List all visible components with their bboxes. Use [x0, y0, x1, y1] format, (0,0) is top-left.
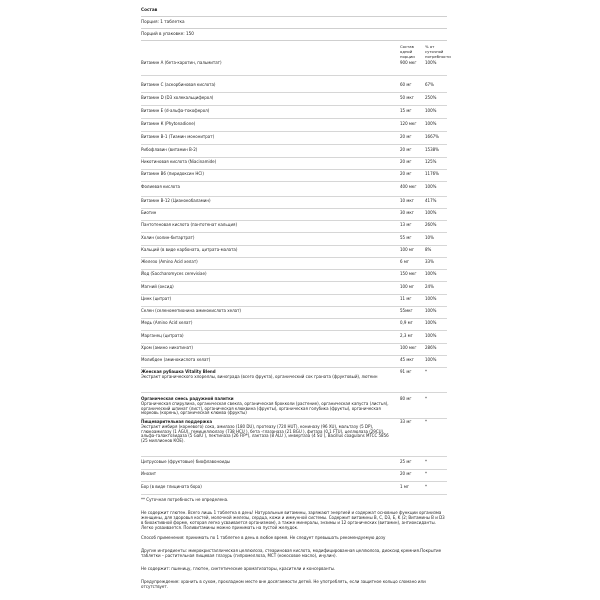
- nutrient-amount: 20 мг: [400, 159, 412, 164]
- nutrient-amount: 400 мкг: [400, 184, 417, 189]
- divider: [141, 28, 447, 29]
- blend-ingredients: Экстракт имбиря (корневого) сока, амилазо (180 DU), протеазу (720 HUT), кониназу (96 XU), мальтазу (5 DP), глюкоамилазу (1 AGU), гемицеллюлазу (738 HCU ), бета -глазаназа (21 BGU ), фитаза (0,1 FTU), целлюлаза (29CU), альфа-галактозидаза (5 GalU ), пектиназа (26 FIP*), лактаза (8 ALU ), инвертаза (4 SU ), Bacillus coagulans MTCC 5856 (25 миллионов КОЕ).: [141, 423, 390, 444]
- column-header-daily-value: % от суточной потребности: [425, 44, 451, 59]
- nutrient-daily-value: 1538%: [425, 147, 439, 152]
- nutrient-daily-value: *: [425, 396, 427, 401]
- blend-ingredients: Органическая спирулина, органическая свекла, органическая брокколи (растение), органическая капуста (листья), органический шпинат (лист), органическая клюквина (фрукты), органическая голубика (фрукты), органическая морковь (корень), органическая клюква (фрукты): [141, 400, 390, 416]
- nutrient-name: Селен (селенометионина аминокислота хелат): [141, 308, 241, 313]
- nutrient-daily-value: *: [425, 419, 427, 424]
- nutrient-name: Кальций (в виде карбоната, цитрата-малата): [141, 247, 238, 252]
- row-divider: [141, 169, 447, 170]
- nutrient-amount: 91 мг: [400, 369, 412, 374]
- nutrient-daily-value: 100%: [425, 210, 437, 215]
- nutrient-daily-value: *: [425, 471, 427, 476]
- warning: Предупреждение: хранить в сухом, прохладном месте вне досягаемости детей. Не употреблять, если защитное кольцо сломано или отсутствует.: [141, 579, 426, 589]
- nutrient-amount: 900 мкг: [400, 60, 417, 65]
- row-divider: [141, 281, 447, 282]
- nutrient-name: Биотин: [141, 210, 157, 215]
- servings-per-container: Порций в упаковке: 150: [141, 31, 194, 36]
- nutrient-amount: 50 мкг: [400, 95, 414, 100]
- nutrient-daily-value: 100%: [425, 121, 437, 126]
- divider: [141, 40, 447, 41]
- nutrient-name: [141, 420, 393, 444]
- row-divider: [141, 181, 447, 182]
- nutrient-name: Марганец (цитрата): [141, 333, 184, 338]
- nutrient-name: Витамин Е (d-альфа-токоферол): [141, 108, 210, 113]
- nutrient-daily-value: 286%: [425, 345, 437, 350]
- column-header-amount: Состав одной порции: [400, 44, 415, 59]
- nutrient-daily-value: 100%: [425, 308, 437, 313]
- row-divider: [141, 367, 447, 368]
- nutrient-amount: 25 мг: [400, 459, 412, 464]
- nutrient-amount: 45 мкг: [400, 357, 414, 362]
- nutrient-daily-value: *: [425, 484, 427, 489]
- nutrient-amount: 13 мг: [400, 222, 412, 227]
- nutrient-amount: 20 мг: [400, 134, 412, 139]
- row-divider: [141, 208, 447, 209]
- nutrient-daily-value: 100%: [425, 333, 437, 338]
- nutrient-name: Йод (Saccharomyces cerevisiae): [141, 271, 207, 276]
- nutrient-daily-value: 33%: [425, 259, 434, 264]
- row-divider: [141, 456, 447, 457]
- nutrient-daily-value: 100%: [425, 296, 437, 301]
- row-divider: [141, 131, 447, 132]
- blend-title: Пищеварительная поддержка: [141, 419, 213, 424]
- nutrient-amount: 6 мг: [400, 259, 409, 264]
- blend-title: Женская рубашка Vitality Blend: [141, 369, 216, 374]
- row-divider: [141, 318, 447, 319]
- nutrient-amount: 1 мг: [400, 484, 409, 489]
- nutrient-daily-value: 1667%: [425, 134, 439, 139]
- nutrient-amount: 55мкг: [400, 308, 413, 313]
- nutrient-amount: 2,3 мг: [400, 333, 413, 338]
- nutrient-amount: 20 мг: [400, 171, 412, 176]
- nutrient-name: Витамин К (Phytonadione): [141, 121, 196, 126]
- nutrient-amount: 15 мг: [400, 108, 412, 113]
- divider: [141, 16, 447, 17]
- nutrient-amount: 100 мг: [400, 247, 415, 252]
- row-divider: [141, 196, 447, 197]
- nutrient-daily-value: 100%: [425, 184, 437, 189]
- nutrient-daily-value: 8%: [425, 247, 432, 252]
- row-divider: [141, 232, 447, 233]
- row-divider: [141, 245, 447, 246]
- row-divider: [141, 330, 447, 331]
- nutrient-amount: 10 мкг: [400, 198, 414, 203]
- row-divider: [141, 220, 447, 221]
- nutrient-daily-value: *: [425, 459, 427, 464]
- other-ingredients: Другие ингредиенты: микрокристаллическая целлюлоза, стеариновая кислота, модифицированная целлюлоза, диоксид кремния.Покрытие таблетки – растительная пищевая глазурь (гипромеллоза, МСТ (кокосовое масло), инулин).: [141, 548, 442, 558]
- row-divider: [141, 494, 447, 495]
- nutrient-name: Магний (оксид): [141, 284, 174, 289]
- row-divider: [141, 469, 447, 470]
- free-of-statement: Не содержит: пшеницу, глютен, синтетические ароматизаторы, красители и консерванты.: [141, 566, 336, 571]
- nutrient-name: Никотиновая кислота (Niacinamide): [141, 159, 217, 164]
- nutrient-amount: 55 мг: [400, 235, 412, 240]
- nutrient-name: Витамин С (аскорбиновая кислота): [141, 82, 216, 87]
- nutrient-name: Медь (Amino Acid хелат): [141, 320, 193, 325]
- nutrient-name: Инозит: [141, 471, 157, 476]
- serving-size: Порция: 1 таблетка: [141, 19, 185, 24]
- facts-title: Состав: [141, 7, 158, 12]
- nutrient-amount: 20 мг: [400, 471, 412, 476]
- nutrient-amount: 20 мг: [400, 147, 412, 152]
- nutrient-daily-value: *: [425, 369, 427, 374]
- product-description: Не содержит глютен. Всего лишь 1 таблетка в день! Натуральные витамины, заряжают энергией и содержат основные функции организма женщины, для здоровья костей, молочной железы, сердца, кожи и иммунной системы. Содержит витамины B, C, D3, E, K (2; Витамины В и D3 в биоактивной форме, которая легко усваивается организмом), а также минералы, энзимы и 12 органических (витамин), антиоксиданты. Легко усваивается. Поливитамины можно принимать на пустой желудок.: [141, 510, 445, 530]
- nutrient-daily-value: 100%: [425, 320, 437, 325]
- nutrient-name: Фолиевая кислота: [141, 184, 180, 189]
- nutrient-amount: 120 мкг: [400, 121, 417, 126]
- nutrient-name: Цитрусовые (фруктовые) биофлавоноиды: [141, 459, 231, 464]
- nutrient-name: Витамин В-12 (Цианокобаламин): [141, 198, 211, 203]
- nutrient-daily-value: 1176%: [425, 171, 439, 176]
- row-divider: [141, 343, 447, 344]
- nutrient-amount: 33 мг: [400, 419, 412, 424]
- row-divider: [141, 144, 447, 145]
- nutrient-name: Железо (Amino Acid хелат): [141, 259, 198, 264]
- nutrient-daily-value: 250%: [425, 95, 437, 100]
- nutrient-name: Холин (холин-битартрат): [141, 235, 195, 240]
- row-divider: [141, 75, 447, 76]
- footnote: ** Суточная потребность не определена.: [141, 497, 229, 502]
- blend-title: Органическая смесь радужной палитки: [141, 396, 234, 401]
- nutrient-name: Пантотеновая кислота (пантотенат кальция): [141, 222, 238, 227]
- row-divider: [141, 118, 447, 119]
- row-divider: [141, 355, 447, 356]
- nutrient-name: Витамин В6 (пиридоксин HCl): [141, 171, 204, 176]
- nutrient-name: [141, 370, 393, 380]
- nutrient-daily-value: 100%: [425, 357, 437, 362]
- row-divider: [141, 105, 447, 106]
- nutrient-amount: 100 мкг: [400, 345, 417, 350]
- blend-ingredients: Экстракт органического хлореллы, винограда (всего фрукта), органический сок граната (фруктовый), лютеин: [141, 373, 378, 379]
- usage-instructions: Способ применения: принимать по 1 таблетке в день в любое время. Не следует превышать рекомендуемую дозу: [141, 535, 386, 540]
- nutrient-name: [141, 397, 393, 416]
- nutrient-daily-value: 417%: [425, 198, 437, 203]
- nutrient-daily-value: 67%: [425, 82, 434, 87]
- nutrient-amount: 0,9 мг: [400, 320, 413, 325]
- nutrient-daily-value: 24%: [425, 284, 434, 289]
- row-divider: [141, 294, 447, 295]
- row-divider: [141, 306, 447, 307]
- row-divider: [141, 257, 447, 258]
- nutrient-amount: 60 мг: [400, 82, 412, 87]
- nutrient-amount: 11 мг: [400, 296, 412, 301]
- row-divider: [141, 481, 447, 482]
- nutrient-name: Молибден (аминокислота хелат): [141, 357, 211, 362]
- row-divider: [141, 92, 447, 93]
- nutrient-name: Бор (в виде глицината бора): [141, 484, 202, 489]
- nutrient-amount: 80 мг: [400, 396, 412, 401]
- nutrient-name: Витамин А (бета-каротин, пальмитат): [141, 60, 222, 65]
- row-divider: [141, 392, 447, 393]
- row-divider: [141, 269, 447, 270]
- nutrient-amount: 150 мкг: [400, 271, 417, 276]
- nutrient-amount: 30 мкг: [400, 210, 414, 215]
- nutrient-name: Витамин В-1 (Тиамин мононитрат): [141, 134, 215, 139]
- nutrient-name: Рибофлавин (витамин В-2): [141, 147, 198, 152]
- nutrient-name: Хром (амино никотинат): [141, 345, 193, 350]
- nutrient-daily-value: 100%: [425, 108, 437, 113]
- nutrient-daily-value: 125%: [425, 159, 437, 164]
- nutrient-amount: 100 мг: [400, 284, 415, 289]
- nutrient-daily-value: 260%: [425, 222, 437, 227]
- nutrient-name: Цинк (цитрат): [141, 296, 172, 301]
- nutrient-daily-value: 10%: [425, 235, 434, 240]
- nutrient-daily-value: 100%: [425, 271, 437, 276]
- nutrient-name: Витамин D (D3 холекальциферол): [141, 95, 214, 100]
- nutrient-daily-value: 100%: [425, 60, 437, 65]
- row-divider: [141, 157, 447, 158]
